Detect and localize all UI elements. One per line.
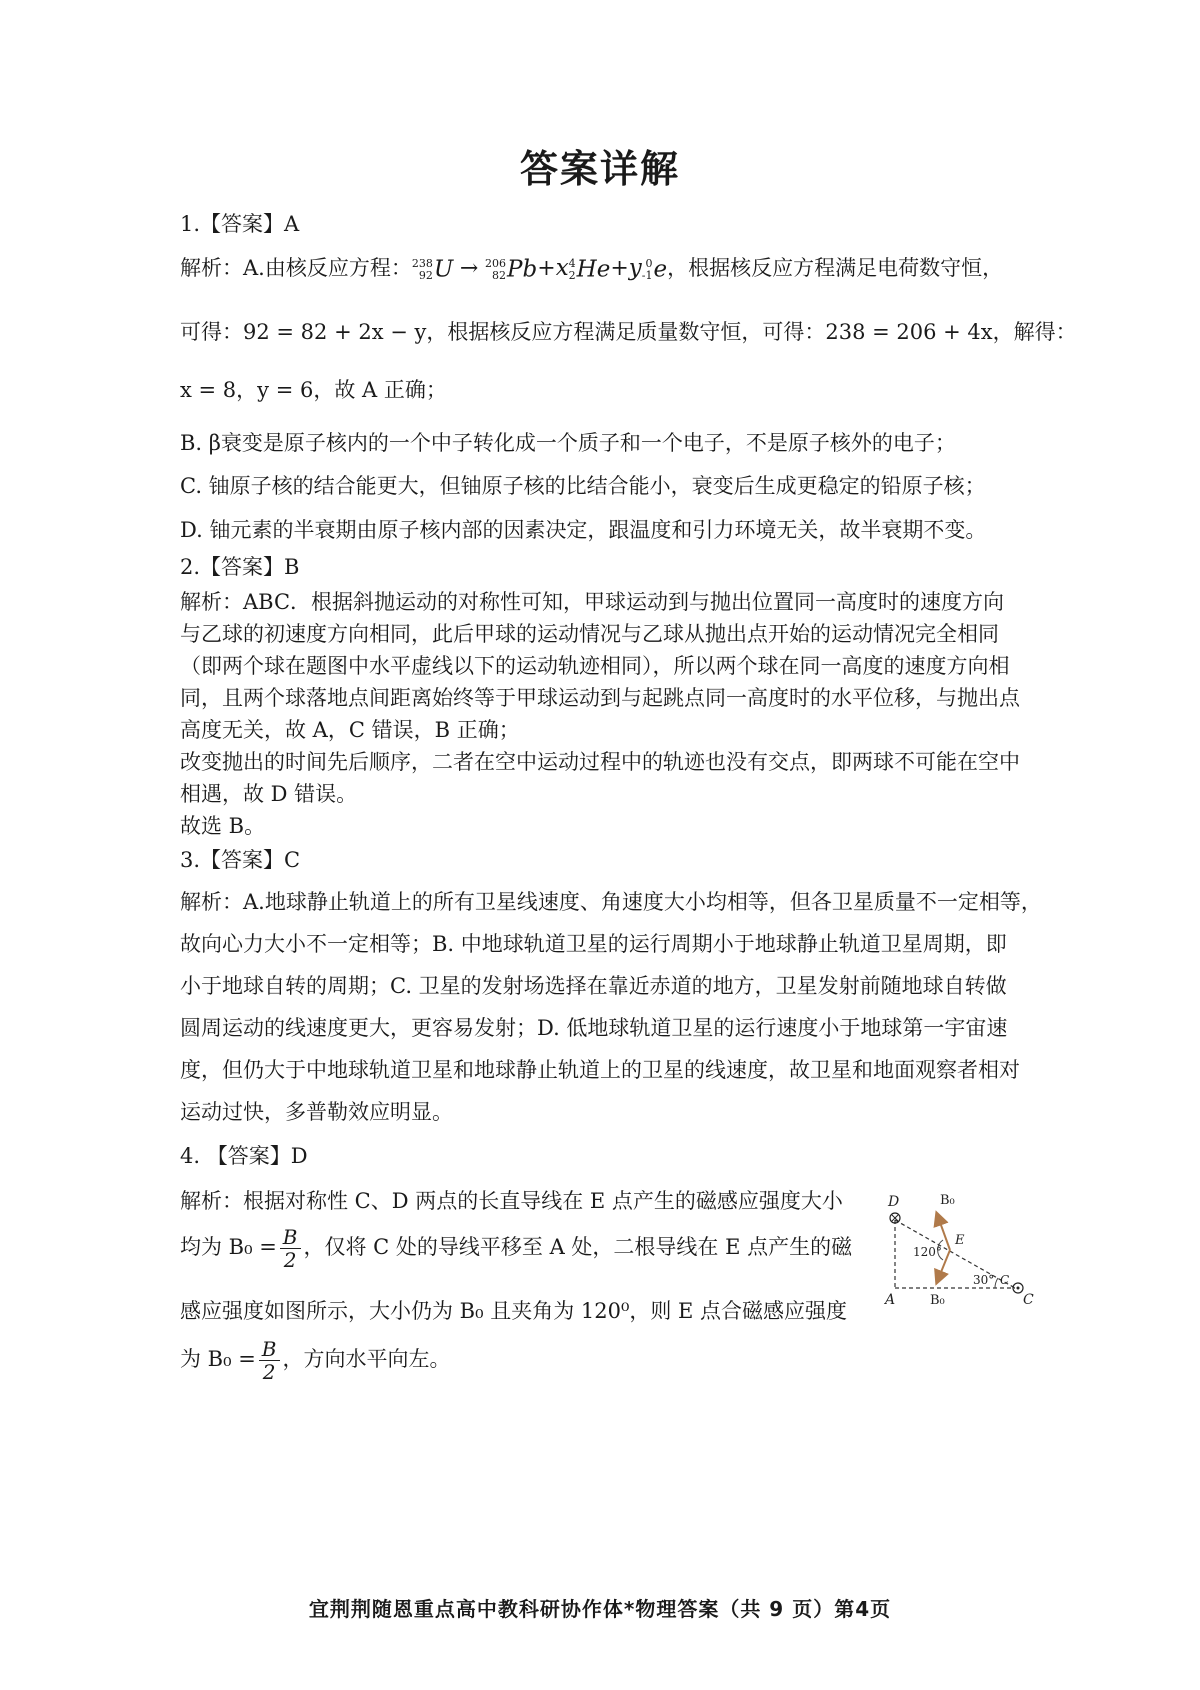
q2-line: 高度无关，故 A，C 错误，B 正确； [180, 718, 520, 742]
q3-line: 圆周运动的线速度更大，更容易发射；D. 低地球轨道卫星的运行速度小于地球第一宇宙速 [180, 1016, 1008, 1040]
q4-line4: 为 B₀ = $\frac{B}{2}$ ，方向水平向左。 [180, 1337, 451, 1384]
q3-line: 故向心力大小不一定相等；B. 中地球轨道卫星的运行周期小于地球静止轨道卫星周期，即 [180, 932, 1007, 956]
nuclide-e: 0 -1 e [641, 256, 668, 283]
q1-line3: x = 8，y = 6，故 A 正确； [180, 378, 447, 402]
page-title: 答案详解 [519, 147, 680, 191]
q1-analysis-suffix: ，根据核反应方程满足电荷数守恒， [667, 256, 1004, 280]
q3-line: 度，但仍大于中地球轨道卫星和地球静止轨道上的卫星的线速度，故卫星和地面观察者相对 [180, 1058, 1020, 1082]
label-c-small: C [1000, 1273, 1010, 1287]
q4-line2: 均为 B₀ = $\frac{B}{2}$ ，仅将 C 处的导线平移至 A 处，二根导线在 E 点产生的磁 [180, 1225, 853, 1272]
label-e: E [955, 1233, 965, 1248]
q2-line: 改变抛出的时间先后顺序，二者在空中运动过程中的轨迹也没有交点，即两球不可能在空中 [180, 750, 1020, 774]
q3-line: 运动过快，多普勒效应明显。 [180, 1100, 453, 1124]
q1-answer: 1.【答案】A [180, 212, 300, 236]
fraction-b-over-2: $\frac{B}{2}$ [280, 1226, 301, 1271]
q1-option-d: D. 铀元素的半衰期由原子核内部的因素决定，跟温度和引力环境无关，故半衰期不变。 [180, 518, 987, 542]
label-a: A [885, 1292, 896, 1308]
q1-option-b: B. β衰变是原子核内的一个中子转化成一个质子和一个电子，不是原子核外的电子； [180, 431, 956, 455]
label-angle-120: 120° [913, 1245, 942, 1259]
page-footer: 宜荆荆随恩重点高中教科研协作体*物理答案（共 9 页）第4页 [308, 1597, 892, 1621]
label-d: D [888, 1194, 900, 1210]
q1-option-c: C. 铀原子核的结合能更大，但铀原子核的比结合能小，衰变后生成更稳定的铅原子核； [180, 474, 986, 498]
q2-line: 与乙球的初速度方向相同，此后甲球的运动情况与乙球从抛出点开始的运动情况完全相同 [180, 622, 999, 646]
label-b0-top: B₀ [940, 1193, 955, 1208]
q2-line: 同，且两个球落地点间距离始终等于甲球运动到与起跳点同一高度时的水平位移，与抛出点 [180, 686, 1020, 710]
magnetic-field-diagram [855, 1192, 1055, 1322]
q4-line1: 解析：根据对称性 C、D 两点的长直导线在 E 点产生的磁感应强度大小 [180, 1189, 843, 1213]
label-c: C [1023, 1292, 1034, 1308]
q4-line3: 感应强度如图所示，大小仍为 B₀ 且夹角为 120⁰，则 E 点合磁感应强度 [180, 1299, 848, 1323]
q4-answer: 4. 【答案】D [180, 1144, 308, 1168]
fraction-b-over-2: $\frac{B}{2}$ [259, 1338, 280, 1383]
q2-line: （即两个球在题图中水平虚线以下的运动轨迹相同），所以两个球在同一高度的速度方向相 [180, 654, 1010, 678]
label-b0-bottom: B₀ [930, 1293, 945, 1308]
q1-line2: 可得：92 = 82 + 2x − y，根据核反应方程满足质量数守恒，可得：238 = 206 + 4x，解得： [180, 320, 1077, 344]
q1-analysis-line1: 解析：A.由核反应方程： 238 92 U → 206 82 Pb+x 4 2 He+y 0 -1 e，根据核反应方程满足电荷数守恒， [180, 255, 1004, 283]
nuclide-he: 4 2 He [568, 256, 611, 283]
q2-line: 解析：ABC．根据斜抛运动的对称性可知，甲球运动到与抛出位置同一高度时的速度方向 [180, 590, 1005, 614]
q3-line: 解析：A.地球静止轨道上的所有卫星线速度、角速度大小均相等，但各卫星质量不一定相等， [180, 890, 1042, 914]
q2-line: 相遇，故 D 错误。 [180, 782, 358, 806]
nuclide-u: 238 92 U [411, 256, 454, 283]
q2-answer: 2.【答案】B [180, 555, 300, 579]
nuclide-pb: 206 82 Pb [485, 256, 538, 283]
q1-analysis-prefix: 解析：A.由核反应方程： [180, 256, 412, 280]
q3-answer: 3.【答案】C [180, 848, 301, 872]
q2-line: 故选 B。 [180, 814, 266, 838]
label-angle-30: 30° [973, 1273, 995, 1287]
q3-line: 小于地球自转的周期；C. 卫星的发射场选择在靠近赤道的地方，卫星发射前随地球自转做 [180, 974, 1007, 998]
